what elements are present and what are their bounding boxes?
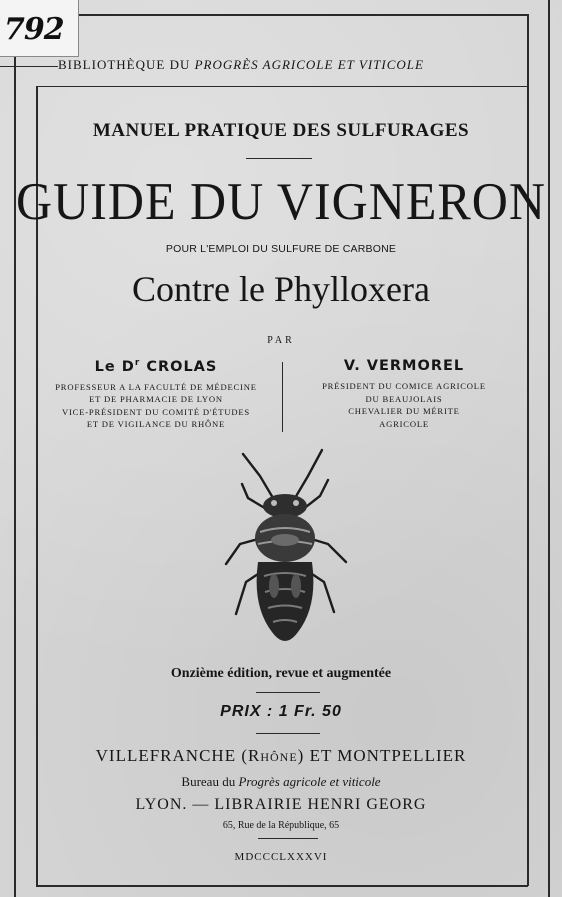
edition-note: Onzième édition, revue et augmentée [170, 666, 392, 681]
author-credential: PRÉSIDENT DU COMICE AGRICOLE [322, 381, 486, 391]
author-credential: ET DE VIGILANCE DU RHÔNE [86, 419, 226, 430]
author-vermorel [292, 358, 516, 430]
subtitle-contre: Contre le Phylloxera [132, 269, 430, 309]
author-name: Le $D^r$ CROLAS [94, 358, 218, 375]
subtitle-pour: POUR L'EMPLOI DU SULFURE DE CARBONE [165, 243, 397, 255]
phylloxera-illustration [210, 446, 360, 654]
par-label: PAR [267, 335, 295, 346]
author-credential: ET DE PHARMACIE DE LYON [89, 394, 223, 405]
publisher-bureau: Bureau du Progrès agricole et viticole [181, 774, 381, 789]
price: PRIX : 1 Fr. 50 [220, 703, 342, 720]
author-credential: PROFESSEUR A LA FACULTÉ DE MÉDECINE [55, 381, 257, 392]
subtitle-manuel: MANUEL PRATIQUE DES SULFURAGES [92, 120, 470, 141]
publisher-cities: VILLEFRANCHE (Rhône) ET MONTPELLIER [95, 746, 467, 765]
short-rule-1 [246, 158, 312, 159]
publisher-lyon: LYON. — LIBRAIRIE HENRI GEORG [135, 796, 427, 813]
author-crolas [40, 358, 272, 431]
series-name: PROGRÈS AGRICOLE ET VITICOLE [194, 57, 424, 72]
short-rule-3 [256, 733, 320, 734]
series-prefix: BIBLIOTHÈQUE DU [58, 57, 195, 72]
main-title: GUIDE DU VIGNERON [16, 171, 546, 231]
series-rule-left [0, 66, 58, 67]
publisher-address: 65, Rue de la République, 65 [222, 820, 340, 831]
series-title [58, 57, 508, 73]
short-rule-4 [258, 838, 318, 839]
author-credential: VICE-PRÉSIDENT DU COMITÉ D'ÉTUDES [62, 406, 250, 417]
series-rule-bottom [36, 86, 528, 87]
author-credential: CHEVALIER DU MÉRITE [348, 406, 460, 416]
inner-border-bottom [36, 885, 528, 887]
short-rule-2 [256, 692, 320, 693]
author-credential: DU BEAUJOLAIS [365, 393, 443, 404]
author-credential: AGRICOLE [379, 418, 429, 429]
author-name: V. VERMOREL [343, 358, 465, 374]
inner-border-top [78, 14, 528, 16]
publication-year: MDCCCLXXXVI [234, 851, 328, 863]
author-divider [282, 362, 283, 432]
stamp-number: 792 [4, 12, 64, 47]
